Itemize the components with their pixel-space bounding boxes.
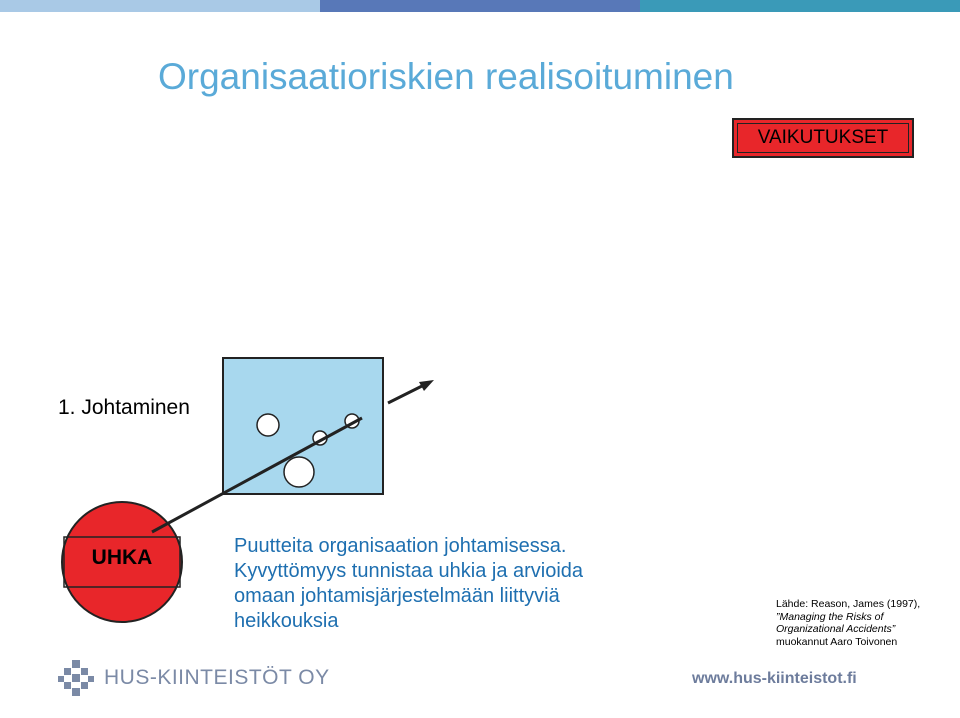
- company-logo: [58, 660, 330, 696]
- source-citation: [776, 598, 936, 648]
- logo-mark-icon: [58, 660, 94, 696]
- source-suffix: muokannut Aaro Toivonen: [776, 635, 898, 648]
- threat-label: UHKA: [91, 546, 153, 569]
- description-text: Puutteita organisaation johtamisessa. Kyvyttömyys tunnistaa uhkia ja arvioida omaan johtamisjärjestelmään liittyviä heikkouksia: [234, 535, 584, 632]
- website-url: www.hus-kiinteistot.fi: [692, 670, 857, 687]
- trajectory-line-exit: [388, 385, 424, 403]
- source-book-title: ”Managing the Risks of Organizational Accidents”: [776, 610, 896, 635]
- layer-hole: [284, 457, 314, 487]
- layer-label: 1. Johtaminen: [58, 396, 190, 419]
- source-prefix: Lähde: Reason, James (1997),: [776, 598, 921, 610]
- slide-title: Organisaatioriskien realisoituminen: [158, 56, 734, 97]
- trajectory-arrowhead: [419, 380, 434, 391]
- layer-hole: [257, 414, 279, 436]
- logo-text: HUS-KIINTEISTÖT OY: [104, 666, 330, 689]
- effects-label: VAIKUTUKSET: [757, 127, 889, 148]
